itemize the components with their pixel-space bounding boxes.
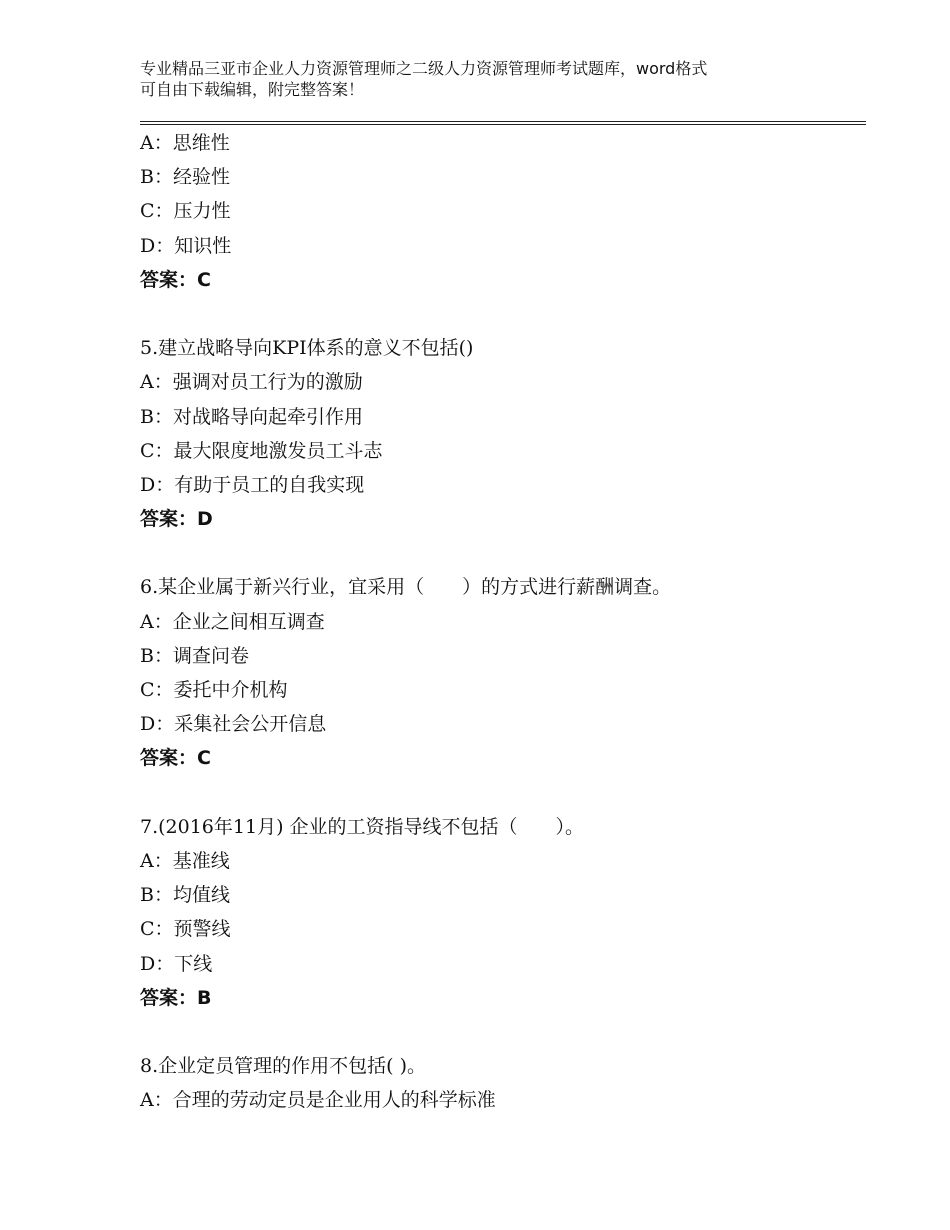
question-text: 7.(2016年11月) 企业的工资指导线不包括（ ）。 [140, 815, 585, 838]
answer: 答案：B [140, 986, 212, 1009]
option-b: B：对战略导向起牵引作用 [140, 405, 363, 428]
option-a: A：思维性 [140, 132, 230, 154]
question-4 [140, 126, 866, 297]
option-d: D：有助于员工的自我实现 [140, 473, 365, 496]
option-d: D：下线 [140, 952, 213, 975]
option-b: B：经验性 [140, 166, 230, 189]
option-c: C：预警线 [140, 918, 231, 941]
question-text: 8.企业定员管理的作用不包括( )。 [140, 1055, 426, 1078]
question-text: 5.建立战略导向KPI体系的意义不包括() [140, 337, 474, 360]
option-a: A：企业之间相互调查 [140, 610, 325, 633]
option-b: B：均值线 [140, 884, 230, 907]
option-d: D：知识性 [140, 234, 232, 257]
option-a: A：基准线 [140, 849, 230, 872]
answer: 答案：C [140, 268, 211, 291]
question-8 [140, 1049, 866, 1117]
header-rule-top [140, 121, 866, 122]
header-line-1: 专业精品三亚市企业人力资源管理师之二级人力资源管理师考试题库，word格式 [140, 59, 708, 78]
question-6 [140, 570, 866, 775]
question-list [140, 126, 866, 1117]
answer: 答案：C [140, 747, 211, 770]
header-rule-bottom [140, 124, 866, 125]
header-line-2: 可自由下载编辑，附完整答案！ [140, 80, 365, 99]
option-a: A：强调对员工行为的激励 [140, 371, 363, 394]
document-header [140, 58, 840, 100]
option-c: C：压力性 [140, 200, 231, 223]
question-7 [140, 810, 866, 1015]
option-d: D：采集社会公开信息 [140, 713, 327, 736]
answer: 答案：D [140, 508, 213, 531]
option-c: C：委托中介机构 [140, 679, 288, 701]
option-c: C：最大限度地激发员工斗志 [140, 439, 383, 462]
question-5 [140, 331, 866, 536]
option-a: A：合理的劳动定员是企业用人的科学标准 [140, 1089, 496, 1112]
option-b: B：调查问卷 [140, 644, 249, 667]
question-text: 6.某企业属于新兴行业，宜采用（ ）的方式进行薪酬调查。 [140, 576, 672, 599]
